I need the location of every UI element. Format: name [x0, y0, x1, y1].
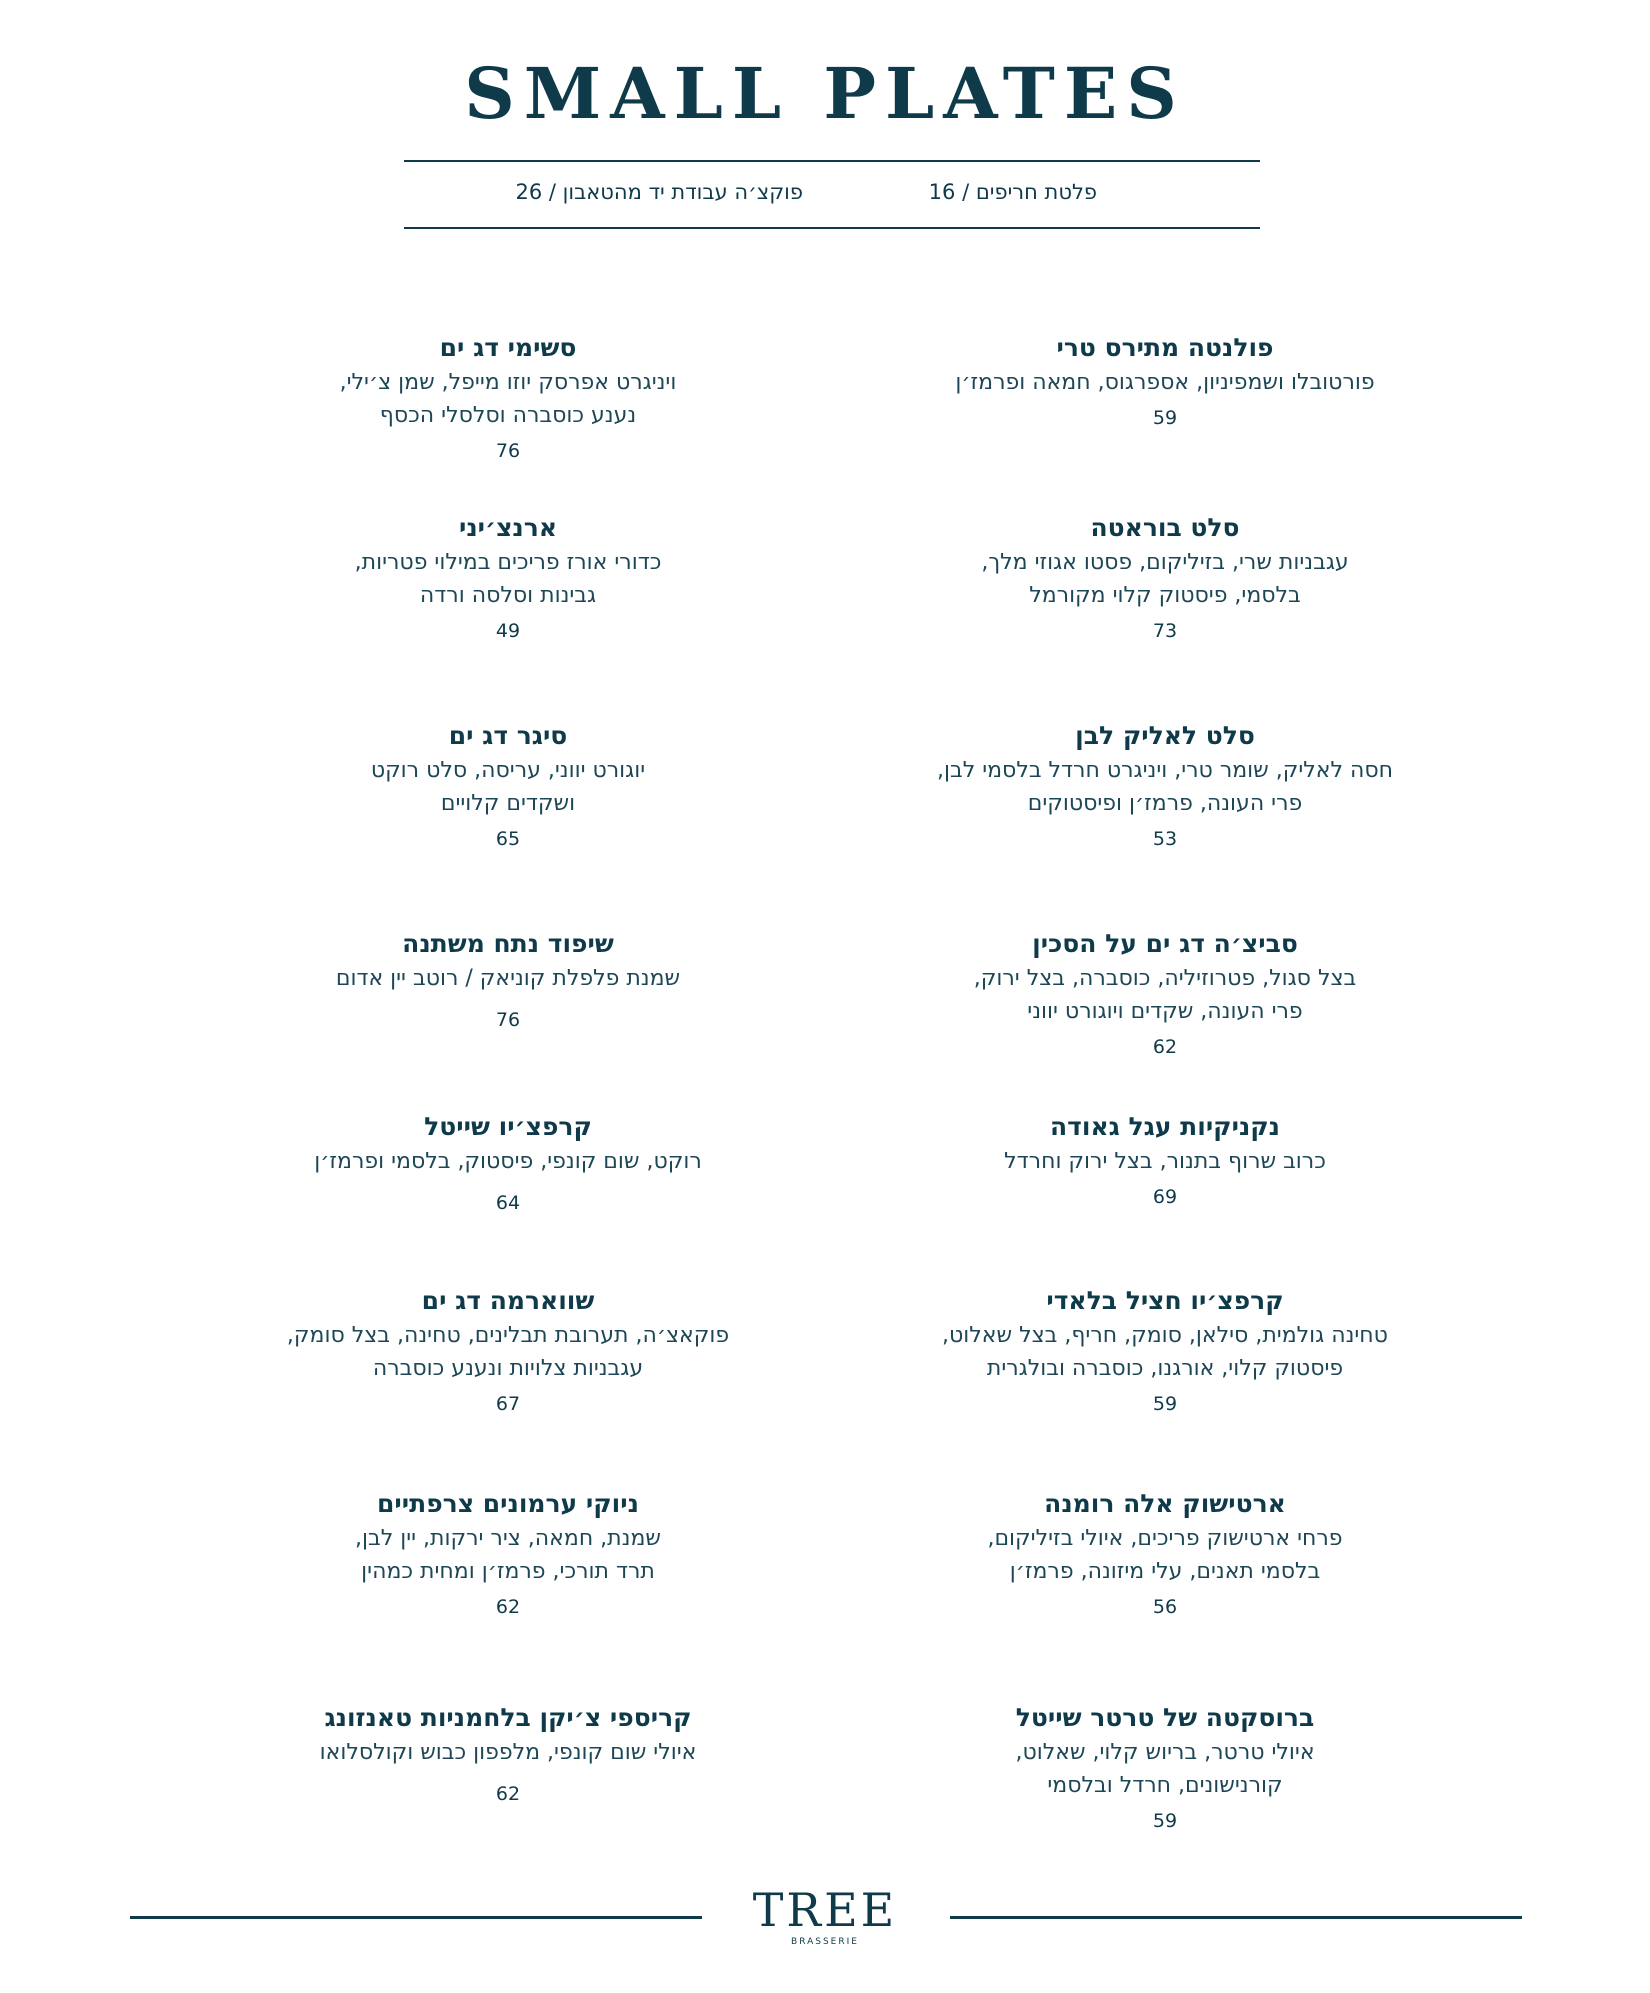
item-price: 76 — [495, 1009, 521, 1031]
item-price: 62 — [495, 1596, 521, 1618]
menu-item — [228, 718, 788, 852]
item-price: 64 — [495, 1192, 521, 1214]
item-description-line: עגבניות שרי, בזיליקום, פסטו אגוזי מלך, — [981, 550, 1349, 575]
item-description-line: רוקט, שום קונפי, פיסטוק, בלסמי ופרמז׳ן — [314, 1149, 702, 1174]
menu-item — [885, 330, 1445, 431]
item-description-line: טחינה גולמית, סילאן, סומק, חריף, בצל שאלוט, — [942, 1323, 1388, 1348]
item-description-line: תרד תורכי, פרמז׳ן ומחית כמהין — [361, 1559, 655, 1584]
item-price: 59 — [1152, 1393, 1178, 1415]
item-name: סביצ׳ה דג ים על הסכין — [1032, 929, 1298, 958]
item-name: נקניקיות עגל גאודה — [1049, 1112, 1281, 1141]
item-description-line: פרי העונה, פרמז׳ן ופיסטוקים — [1027, 791, 1303, 816]
item-name: סיגר דג ים — [448, 721, 568, 750]
item-price: 49 — [495, 620, 521, 642]
page-title: SMALL PLATES — [464, 52, 1186, 135]
item-description-line: איולי שום קונפי, מלפפון כבוש וקולסלואו — [319, 1740, 697, 1765]
item-name: שווארמה דג ים — [421, 1286, 595, 1315]
item-description-line: נענע כוסברה וסלסלי הכסף — [379, 403, 637, 428]
item-description-line: בלסמי תאנים, עלי מיזונה, פרמז׳ן — [1009, 1559, 1321, 1584]
item-description-line: עגבניות צלויות ונענע כוסברה — [372, 1356, 644, 1381]
brand-logo — [725, 1884, 925, 1948]
item-description-line: שמנת פלפלת קוניאק / רוטב יין אדום — [335, 966, 681, 991]
menu-item — [885, 1700, 1445, 1834]
item-description-line: פורטובלו ושמפיניון, אספרגוס, חמאה ופרמז׳ן — [955, 370, 1375, 395]
item-price: 62 — [1152, 1036, 1178, 1058]
item-price: 76 — [495, 440, 521, 462]
item-price: 67 — [495, 1393, 521, 1415]
item-name: ניוקי ערמונים צרפתיים — [377, 1489, 639, 1518]
item-description-line: יוגורט יווני, עריסה, סלט רוקט — [370, 758, 646, 783]
item-description-line: פרחי ארטישוק פריכים, איולי בזיליקום, — [987, 1526, 1343, 1551]
menu-item — [885, 1283, 1445, 1417]
item-description-line: בלסמי, פיסטוק קלוי מקורמל — [1029, 583, 1301, 608]
item-description-line: ויניגרט אפרסק יוזו מייפל, שמן צ׳ילי, — [339, 370, 677, 395]
item-description-line: שמנת, חמאה, ציר ירקות, יין לבן, — [355, 1526, 661, 1551]
item-description-line: קורנישונים, חרדל ובלסמי — [1047, 1773, 1283, 1798]
menu-item — [885, 718, 1445, 852]
item-description-line: פוקאצ׳ה, תערובת תבלינים, טחינה, בצל סומק, — [286, 1323, 730, 1348]
menu-item — [228, 1109, 788, 1216]
divider-top — [404, 160, 1260, 162]
item-name: שיפוד נתח משתנה — [402, 929, 614, 958]
menu-item — [228, 1700, 788, 1807]
item-price: 59 — [1152, 1810, 1178, 1832]
item-description-line: בצל סגול, פטרוזיליה, כוסברה, בצל ירוק, — [973, 966, 1357, 991]
item-description-line: פרי העונה, שקדים ויוגורט יווני — [1027, 999, 1303, 1024]
item-name: ברוסקטה של טרטר שייטל — [1015, 1703, 1315, 1732]
item-description-line: איולי טרטר, בריוש קלוי, שאלוט, — [1015, 1740, 1315, 1765]
logo-wordmark: TREE — [752, 1883, 898, 1937]
menu-item — [885, 1109, 1445, 1210]
menu-item — [228, 1486, 788, 1620]
item-description-line: כדורי אורז פריכים במילוי פטריות, — [354, 550, 662, 575]
item-name: קרפצ׳יו שייטל — [424, 1112, 592, 1141]
item-name: ארנצ׳יני — [458, 513, 558, 542]
item-price: 69 — [1152, 1186, 1178, 1208]
item-description-line: כרוב שרוף בתנור, בצל ירוק וחרדל — [1004, 1149, 1326, 1174]
item-price: 73 — [1152, 620, 1178, 642]
footer-divider-right — [950, 1916, 1522, 1919]
item-name: קרפצ׳יו חציל בלאדי — [1046, 1286, 1284, 1315]
item-name: ארטישוק אלה רומנה — [1044, 1489, 1286, 1518]
item-name: סשימי דג ים — [439, 333, 577, 362]
menu-item — [885, 510, 1445, 644]
item-price: 53 — [1152, 828, 1178, 850]
divider-bottom — [404, 227, 1260, 229]
item-description-line: ושקדים קלויים — [440, 791, 576, 816]
item-price: 65 — [495, 828, 521, 850]
menu-item — [228, 926, 788, 1033]
menu-item — [228, 1283, 788, 1417]
starter-item-focaccia: פוקצ׳ה עבודת יד מהטאבון / 26 — [515, 180, 803, 204]
starter-item-spicy-platter: פלטת חריפים / 16 — [928, 180, 1097, 204]
item-price: 56 — [1152, 1596, 1178, 1618]
item-name: סלט לאליק לבן — [1075, 721, 1255, 750]
menu-item — [228, 330, 788, 464]
item-price: 59 — [1152, 407, 1178, 429]
item-price: 62 — [495, 1783, 521, 1805]
item-description-line: פיסטוק קלוי, אורגנו, כוסברה ובולגרית — [986, 1356, 1344, 1381]
item-name: קריספי צ׳יקן בלחמניות טאנזונג — [324, 1703, 692, 1732]
item-description-line: גבינות וסלסה ורדה — [419, 583, 597, 608]
logo-subtitle: BRASSERIE — [791, 1937, 859, 1947]
item-name: פולנטה מתירס טרי — [1056, 333, 1274, 362]
item-description-line: חסה לאליק, שומר טרי, ויניגרט חרדל בלסמי לבן, — [936, 758, 1394, 783]
item-name: סלט בוראטה — [1090, 513, 1240, 542]
footer-divider-left — [130, 1916, 702, 1919]
menu-item — [228, 510, 788, 644]
menu-item — [885, 926, 1445, 1060]
menu-item — [885, 1486, 1445, 1620]
